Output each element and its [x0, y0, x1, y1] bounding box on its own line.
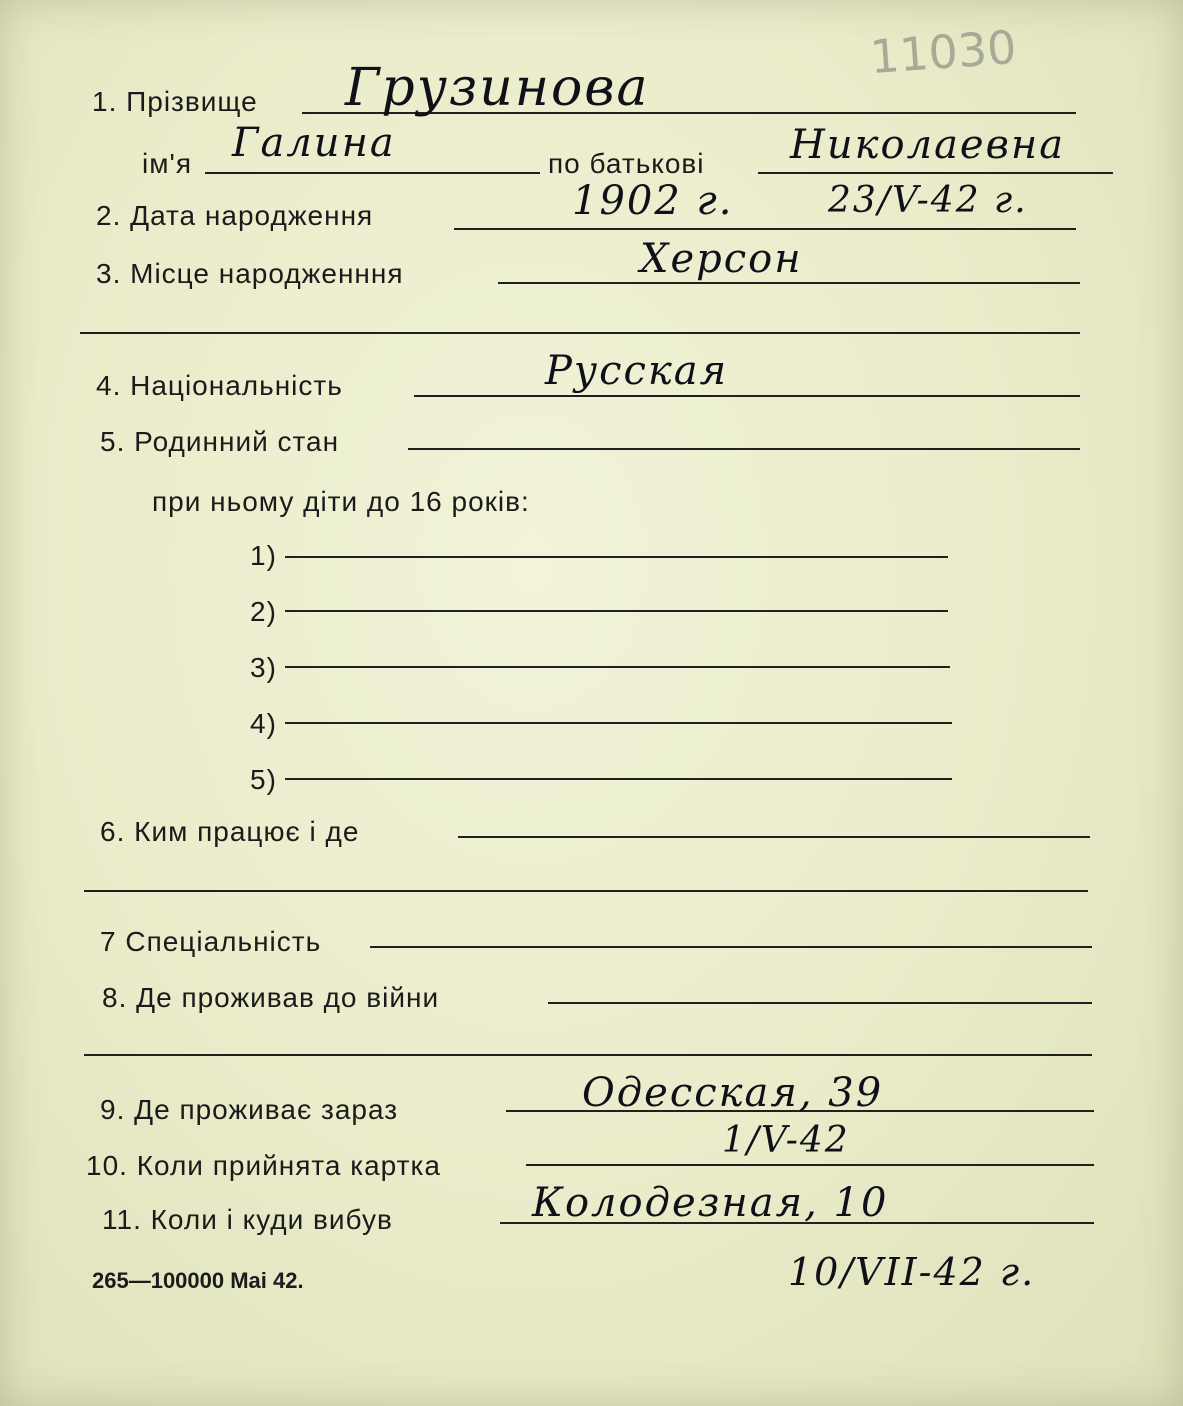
child-line-4	[285, 722, 952, 724]
prewar-line-2	[84, 1054, 1092, 1056]
card-value: 1/V-42	[722, 1120, 850, 1161]
patronymic-value: Николаевна	[790, 122, 1066, 168]
child-line-1	[285, 556, 948, 558]
child-line-3	[285, 666, 950, 668]
birth-date-extra: 23/V-42 г.	[828, 180, 1028, 221]
nationality-line	[414, 395, 1080, 397]
card-line	[526, 1164, 1094, 1166]
child-item-1: 1)	[250, 540, 277, 571]
name-label: ім'я	[142, 148, 192, 179]
child-item-3: 3)	[250, 652, 277, 683]
work-line-2	[84, 890, 1088, 892]
family-line	[408, 448, 1080, 450]
children-label: при ньому діти до 16 років:	[152, 486, 530, 517]
current-label: 9. Де проживає зараз	[100, 1094, 399, 1125]
birth-place-label: 3. Місце народженння	[96, 258, 404, 289]
patronymic-label: по батькові	[548, 148, 705, 179]
departure-date: 10/VII-42 г.	[788, 1250, 1036, 1294]
departure-value: Колодезная, 10	[532, 1180, 889, 1226]
archive-number: 11030	[868, 19, 1019, 85]
print-mark: 265—100000 Mai 42.	[92, 1268, 304, 1293]
child-item-2: 2)	[250, 596, 277, 627]
birth-date-value: 1902 г.	[572, 178, 734, 224]
child-line-2	[285, 610, 948, 612]
child-item-5: 5)	[250, 764, 277, 795]
specialty-label: 7 Спеціальність	[100, 926, 322, 957]
work-line	[458, 836, 1090, 838]
birth-date-line	[454, 228, 1076, 230]
birth-place-value: Херсон	[640, 236, 803, 282]
departure-label: 11. Коли і куди вибув	[102, 1204, 393, 1235]
child-line-5	[285, 778, 952, 780]
surname-value: Грузинова	[345, 58, 650, 118]
prewar-label: 8. Де проживав до війни	[102, 982, 440, 1013]
nationality-label: 4. Національність	[96, 370, 343, 401]
family-label: 5. Родинний стан	[100, 426, 340, 457]
specialty-line	[370, 946, 1092, 948]
name-value: Галина	[232, 120, 396, 166]
patronymic-line	[758, 172, 1113, 174]
birth-date-label: 2. Дата народження	[96, 200, 374, 231]
work-label: 6. Ким працює і де	[100, 816, 360, 847]
birth-place-line	[498, 282, 1080, 284]
current-value: Одесская, 39	[582, 1070, 884, 1116]
nationality-value: Русская	[545, 348, 729, 394]
surname-label: 1. Прізвище	[92, 86, 258, 117]
birth-place-line-2	[80, 332, 1080, 334]
prewar-line	[548, 1002, 1092, 1004]
child-item-4: 4)	[250, 708, 277, 739]
card-label: 10. Коли прийнята картка	[86, 1150, 441, 1181]
name-line	[205, 172, 540, 174]
